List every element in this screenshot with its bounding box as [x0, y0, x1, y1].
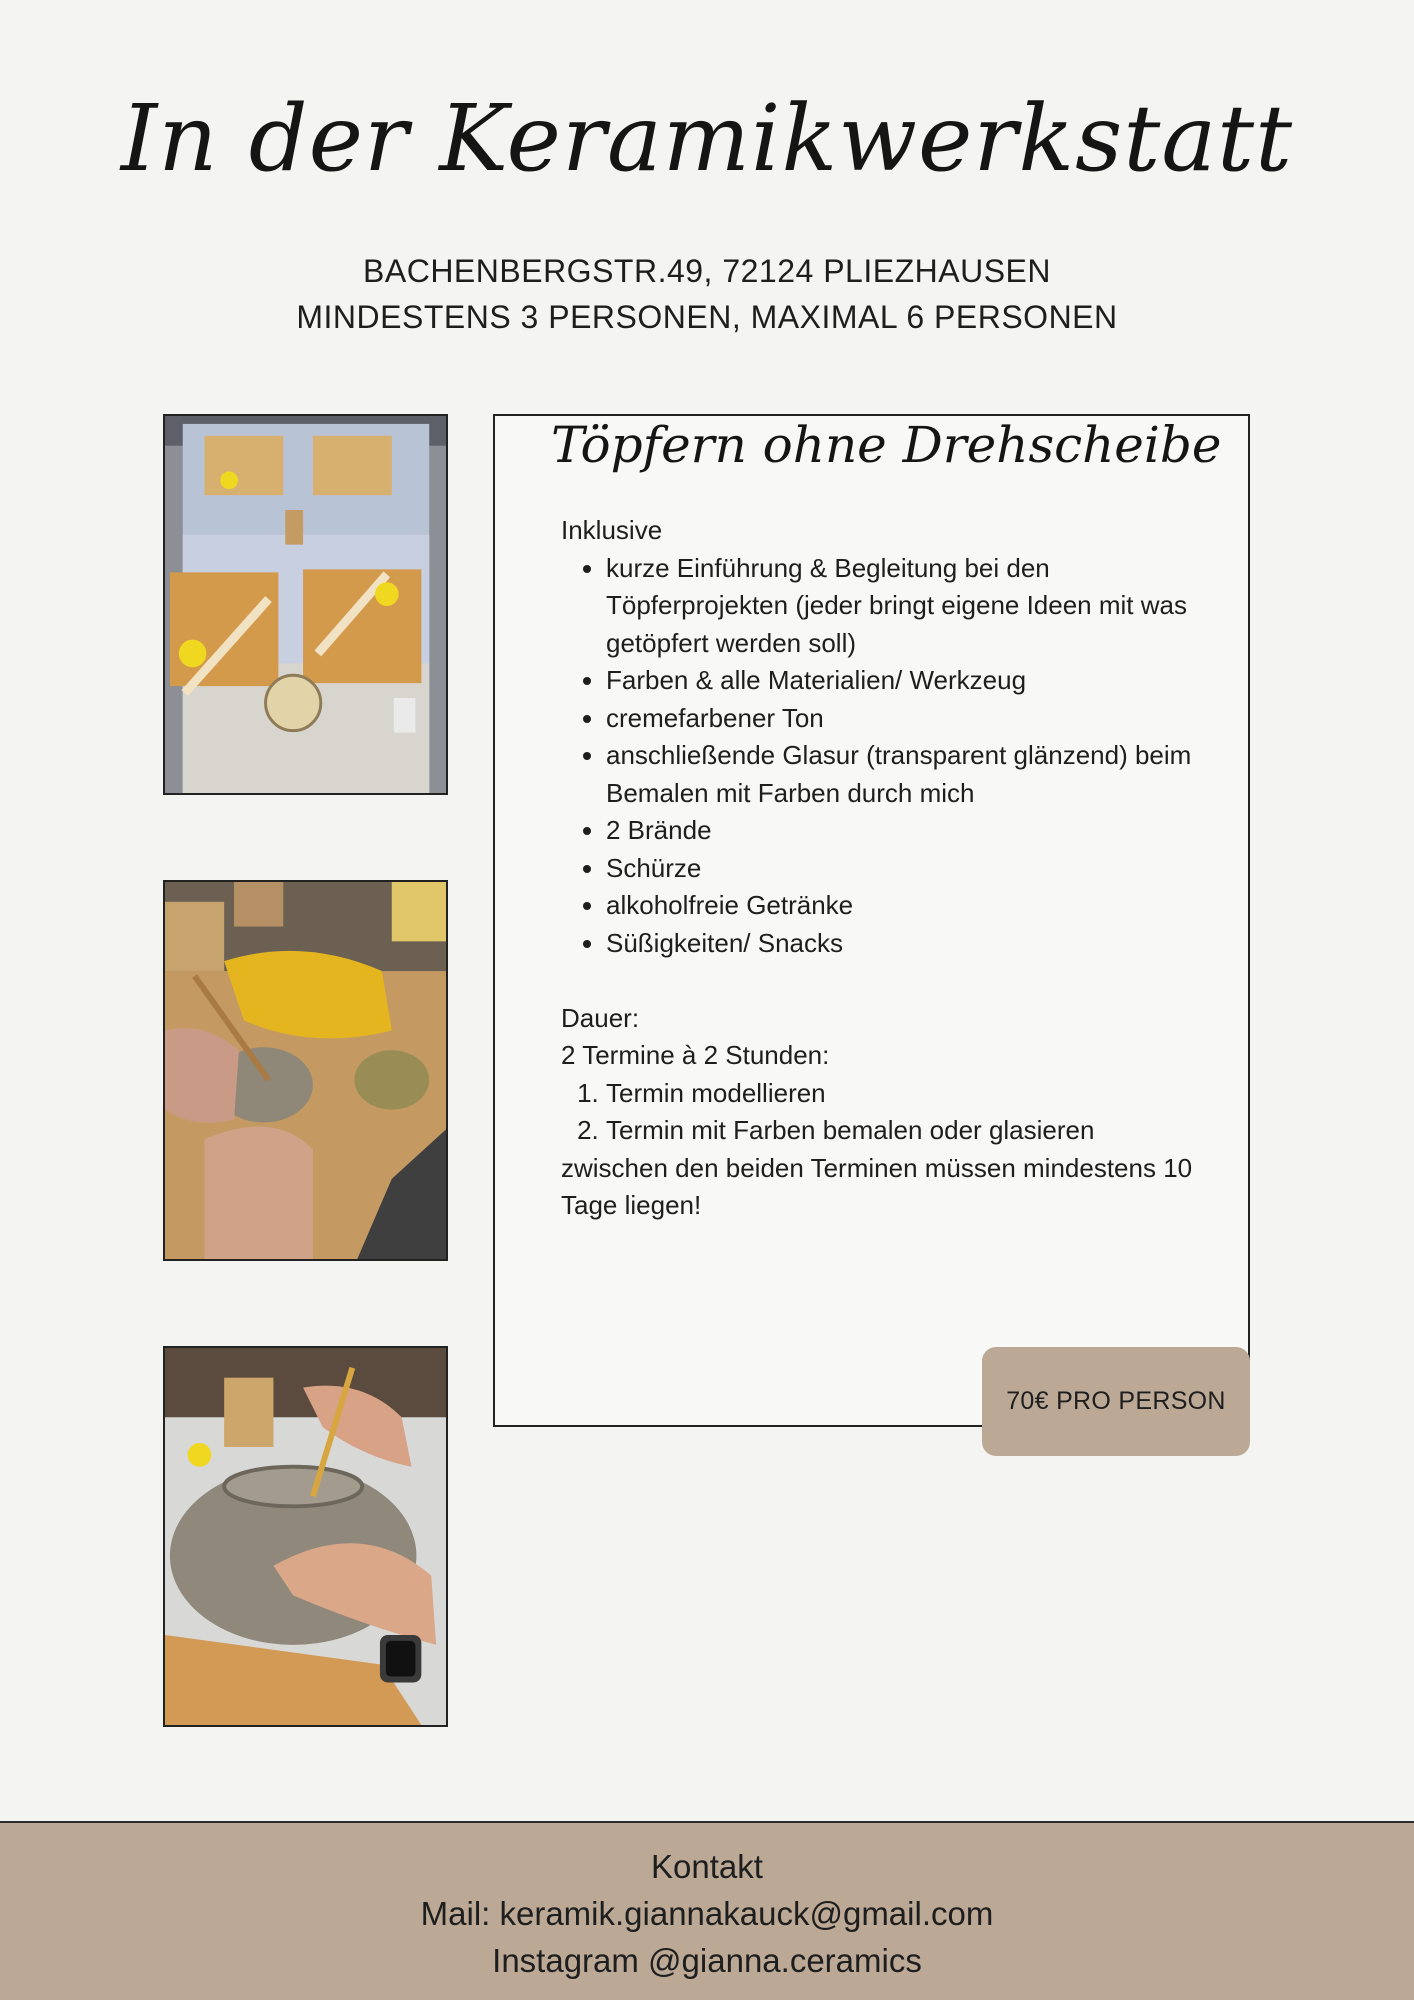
list-item: • 2 Brände [606, 812, 1211, 850]
photo-bowl-decorating [163, 1346, 448, 1727]
list-item: • cremefarbener Ton [606, 700, 1211, 738]
session-item: 2. Termin mit Farben bemalen oder glasieren [606, 1112, 1211, 1150]
list-item: • kurze Einführung & Begleitung bei den Töpferprojekten (jeder bringt eigene Ideen mit was getöpfert werden soll) [606, 550, 1211, 663]
page-title: In der Keramikwerkstatt [120, 85, 1294, 192]
list-item: • Farben & alle Materialien/ Werkzeug [606, 662, 1211, 700]
list-item: • Süßigkeiten/ Snacks [606, 925, 1211, 963]
offer-title: Töpfern ohne Drehscheibe [551, 416, 1222, 474]
session-item: 1. Termin modellieren [606, 1075, 1211, 1113]
list-item: • Schürze [606, 850, 1211, 888]
contact-mail: Mail: keramik.giannakauck@gmail.com [420, 1895, 994, 1932]
contact-instagram: Instagram @gianna.ceramics [492, 1942, 922, 1979]
inclusive-list [561, 550, 1211, 963]
contact-heading: Kontakt [651, 1848, 763, 1885]
sessions-list [561, 1075, 1211, 1150]
list-item: • alkoholfreie Getränke [606, 887, 1211, 925]
offer-body [561, 512, 1211, 1225]
sessions-label: 2 Termine à 2 Stunden: [561, 1040, 830, 1070]
photo-workshop-table [163, 414, 448, 795]
inclusive-label: Inklusive [561, 515, 663, 545]
list-item: • anschließende Glasur (transparent glänzend) beim Bemalen mit Farben durch mich [606, 737, 1211, 812]
offer-box [493, 414, 1250, 1427]
duration-label: Dauer: [561, 1002, 640, 1033]
capacity-info: MINDESTENS 3 PERSONEN, MAXIMAL 6 PERSONEN [296, 299, 1118, 335]
duration-note: zwischen den beiden Terminen müssen mindestens 10 Tage liegen! [561, 1152, 1193, 1220]
address: BACHENBERGSTR.49, 72124 PLIEZHAUSEN [363, 253, 1051, 289]
price-badge: 70€ PRO PERSON [982, 1347, 1250, 1456]
photo-clay-shaping [163, 880, 448, 1261]
contact-footer [0, 1821, 1414, 2000]
